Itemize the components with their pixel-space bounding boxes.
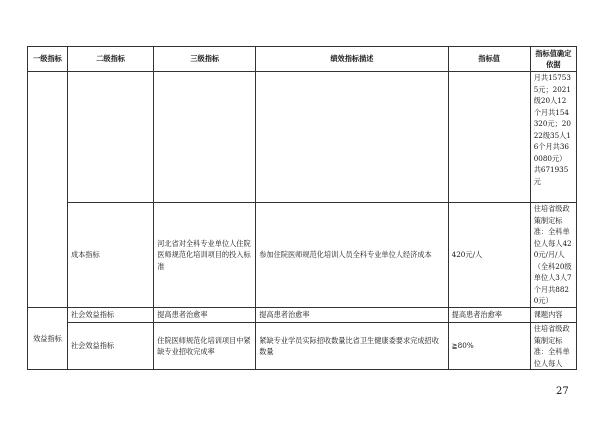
cell-level2: 社会效益指标: [67, 308, 153, 323]
cell-basis: 课题内容: [530, 308, 576, 323]
cell-basis: 月共157535元；2021级20人12个月共154320元；2022级35人16个月共360080元）共671935元: [530, 72, 576, 203]
cell-basis: 住培省级政策制定标准：全科单位人每人420元/月/人（全科20级单位人3人7个月共8820元）: [530, 203, 576, 308]
cell-level2: 成本指标: [67, 203, 153, 308]
header-level3: 三级指标: [154, 47, 256, 72]
cell-level3: 住院医师规范化培训项目中紧缺专业招收完成率: [154, 323, 256, 370]
cell-level1: [28, 72, 68, 308]
cell-level2: 社会效益指标: [67, 323, 153, 370]
table-row: [28, 203, 577, 308]
performance-indicator-table: [27, 46, 577, 370]
cell-description: [256, 72, 448, 203]
cell-description: 紧缺专业学员实际招收数量比省卫生健康委要求完成招收数量: [256, 323, 448, 370]
cell-level1: 效益指标: [28, 308, 68, 370]
header-basis: 指标值确定依据: [530, 47, 576, 72]
cell-value: [448, 72, 530, 203]
cell-level3: 提高患者治愈率: [154, 308, 256, 323]
header-level1: 一级指标: [28, 47, 68, 72]
table-row: [28, 72, 577, 203]
cell-description: 提高患者治愈率: [256, 308, 448, 323]
cell-level3: 河北省对全科专业单位人住院医师规范化培训项目的投入标准: [154, 203, 256, 308]
cell-level3: [154, 72, 256, 203]
header-level2: 二级指标: [67, 47, 153, 72]
cell-value: ≧80%: [448, 323, 530, 370]
table-header-row: [28, 47, 577, 72]
cell-value: 提高患者治愈率: [448, 308, 530, 323]
cell-description: 参加住院医师规范化培训人员全科专业单位人经济成本: [256, 203, 448, 308]
header-value: 指标值: [448, 47, 530, 72]
cell-value: 420元/人: [448, 203, 530, 308]
cell-basis: 住培省级政策制定标准：全科单位人每人: [530, 323, 576, 370]
table-row: [28, 308, 577, 323]
header-description: 绩效指标描述: [256, 47, 448, 72]
table-row: [28, 323, 577, 370]
page-number: 27: [556, 386, 569, 397]
cell-level2: [67, 72, 153, 203]
